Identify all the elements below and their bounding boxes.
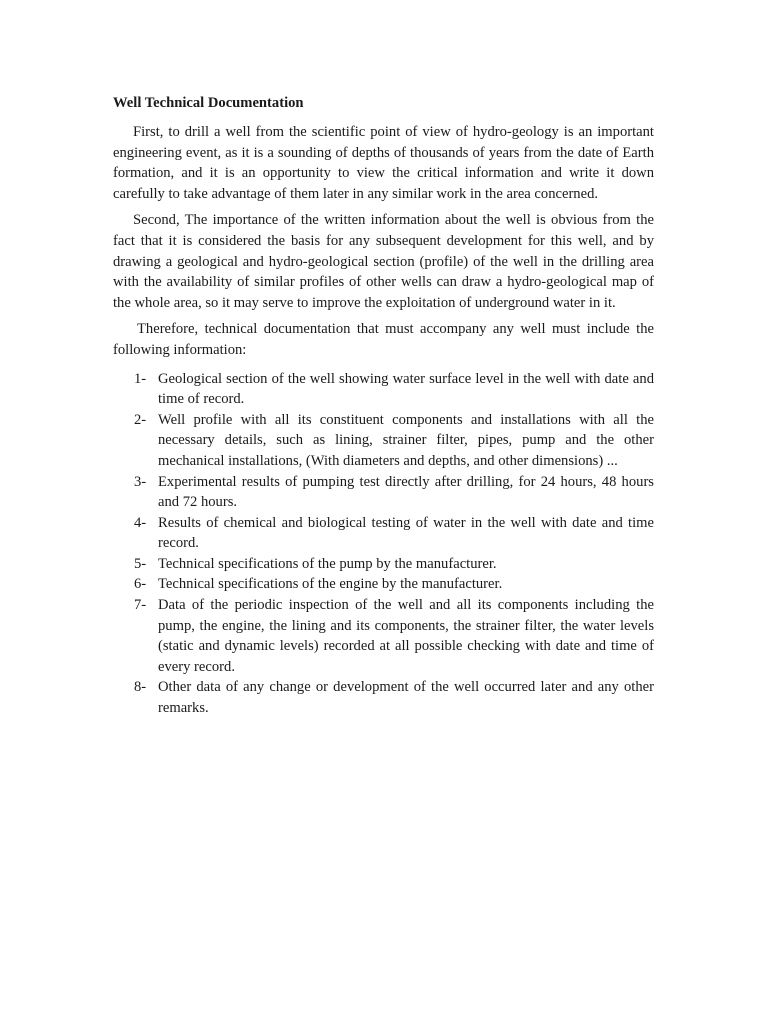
paragraph-therefore: Therefore, technical documentation that must accompany any well must include the following information:	[113, 321, 654, 358]
list-item-number: 7-	[134, 597, 147, 614]
list-item	[113, 369, 654, 410]
list-item-text: Experimental results of pumping test directly after drilling, for 24 hours, 48 hours and 72 hours.	[158, 473, 654, 511]
list-item-number: 4-	[134, 514, 147, 531]
list-item-text: Technical specifications of the pump by the manufacturer.	[158, 555, 497, 572]
list-item-text: Data of the periodic inspection of the well and all its components including the pump, the engine, the lining and its components, the strainer filter, the water levels (static and dynamic levels) recorded at all possible checking with date and time of every record.	[158, 597, 654, 675]
list-item	[113, 677, 654, 718]
list-item-number: 6-	[134, 576, 147, 593]
document-body	[113, 94, 654, 719]
list-item	[113, 410, 654, 472]
required-information-list	[113, 369, 654, 719]
paragraph-second: Second, The importance of the written information about the well is obvious from the fact that it is considered the basis for any subsequent development for this well, and by drawing a geological and hydro-geological section (profile) of the well in the drilling area with the availability of similar profiles of other wells can draw a hydro-geological map of the whole area, so it may serve to improve the exploitation of underground water in it.	[113, 212, 654, 311]
list-item	[113, 513, 654, 554]
list-item-number: 3-	[134, 473, 147, 490]
list-item-text: Geological section of the well showing water surface level in the well with date and time of record.	[158, 370, 654, 408]
list-item-text: Results of chemical and biological testing of water in the well with date and time record.	[158, 514, 654, 552]
list-item-number: 1-	[134, 370, 147, 387]
list-item	[113, 472, 654, 513]
document-title: Well Technical Documentation	[113, 95, 304, 111]
list-item-number: 5-	[134, 555, 147, 572]
list-item-text: Technical specifications of the engine by the manufacturer.	[158, 576, 503, 593]
list-item-number: 8-	[134, 679, 147, 696]
paragraph-first: First, to drill a well from the scientific point of view of hydro-geology is an important engineering event, as it is a sounding of depths of thousands of years from the date of Earth formation, and it is an opportunity to view the critical information and write it down carefully to take advantage of them later in any similar work in the area concerned.	[113, 124, 654, 202]
list-item	[113, 595, 654, 677]
list-item	[113, 574, 654, 595]
list-item	[113, 554, 654, 575]
list-item-text: Well profile with all its constituent components and installations with all the necessary details, such as lining, strainer filter, pipes, pump and the other mechanical installations, (With diameters and depths, and other dimensions) ...	[158, 411, 654, 469]
list-item-number: 2-	[134, 411, 147, 428]
list-item-text: Other data of any change or development of the well occurred later and any other remarks.	[158, 679, 654, 717]
